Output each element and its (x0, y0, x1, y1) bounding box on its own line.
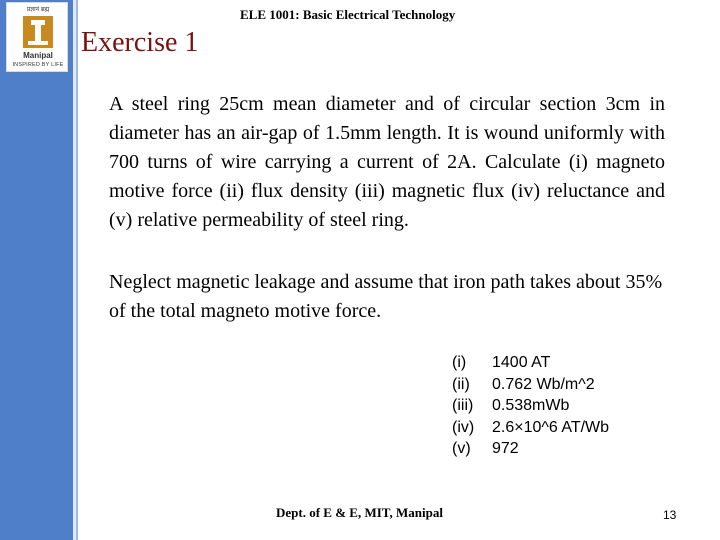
manipal-logo (6, 2, 68, 72)
answer-value: 1400 AT (492, 354, 551, 371)
answer-row (452, 374, 609, 396)
page-number: 13 (663, 508, 677, 522)
course-header: ELE 1001: Basic Electrical Technology (240, 7, 456, 22)
answer-row (452, 395, 609, 417)
answer-row (452, 352, 609, 374)
footer-department: Dept. of E & E, MIT, Manipal (276, 505, 443, 520)
answer-label: (iv) (452, 418, 475, 436)
answer-value: 972 (492, 440, 519, 457)
sidebar-band (0, 0, 78, 540)
answer-value: 0.538mWb (492, 397, 570, 414)
sidebar-edge (73, 0, 76, 540)
logo-hindi-text: प्रज्ञानं ब्रह्म (26, 6, 50, 13)
logo-name: Manipal (23, 51, 53, 60)
answers-list (452, 352, 609, 460)
slide-title: Exercise 1 (81, 27, 199, 58)
answer-label: (iii) (452, 397, 474, 414)
problem-note: Neglect magnetic leakage and assume that iron path takes about 35% of the total magneto motive force. (109, 271, 663, 322)
problem-statement: A steel ring 25cm mean diameter and of circular section 3cm in diameter has an air-gap of 1.5mm length. It is wound uniformly with 700 turns of wire carrying a current of 2A. Calculate (i) magneto motive force (ii) flux density (iii) magnetic flux (iv) reluctance and (v) relative permeability of steel ring. (109, 93, 665, 231)
manipal-emblem-icon (22, 15, 54, 49)
answer-label: (ii) (452, 375, 470, 393)
answer-value: 2.6×10^6 AT/Wb (492, 418, 610, 436)
answer-label: (i) (452, 354, 467, 371)
answer-value: 0.762 Wb/m^2 (492, 375, 595, 393)
answer-row (452, 438, 609, 460)
answer-row (452, 417, 609, 439)
answer-label: (v) (452, 440, 471, 457)
logo-tagline: INSPIRED BY LIFE (12, 62, 64, 68)
